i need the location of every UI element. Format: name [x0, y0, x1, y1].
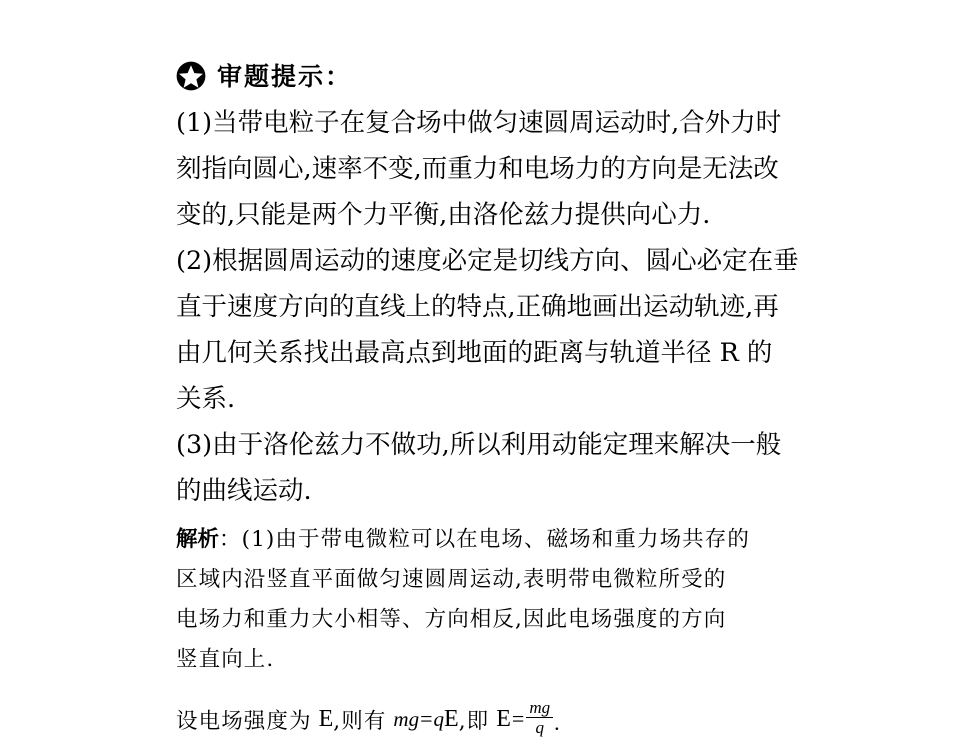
formula-comma-text: ,即: [458, 708, 490, 734]
fraction-denominator: q: [535, 718, 544, 738]
analysis-line: 竖直向上.: [176, 647, 275, 672]
tip-line: (3)由于洛伦兹力不做功,所以利用动能定理来解决一般: [176, 430, 782, 460]
formula-q-term: q: [433, 706, 445, 731]
tip-line: 由几何关系找出最高点到地面的距离与轨道半径 R 的: [176, 338, 773, 368]
formula-mid-text: ,则有: [333, 708, 387, 734]
tips-block: [176, 100, 816, 514]
formula-lead-text: 设电场强度为: [176, 708, 312, 734]
formula-equals-second: =: [511, 706, 525, 731]
fraction-numerator: mg: [529, 697, 551, 717]
tip-header: [176, 54, 816, 98]
tip-line: 直于速度方向的直线上的特点,正确地画出运动轨迹,再: [176, 292, 779, 322]
tip-line: 关系.: [176, 384, 236, 414]
formula-mg-term: mg: [393, 706, 420, 731]
tip-header-title: 审题提示：: [217, 61, 353, 91]
analysis-label: 解析: [176, 527, 220, 552]
analysis-line: 区域内沿竖直平面做匀速圆周运动,表明带电微粒所受的: [176, 567, 727, 592]
document-content: [176, 54, 816, 742]
formula-symbol-e-second: E: [444, 705, 459, 732]
tip-line: (1)当带电粒子在复合场中做匀速圆周运动时,合外力时: [176, 108, 782, 138]
analysis-first-line: [176, 520, 816, 560]
formula-trailing-period: .: [554, 710, 560, 735]
tip-line: 刻指向圆心,速率不变,而重力和电场力的方向是无法改: [176, 154, 779, 184]
tip-line: (2)根据圆周运动的速度必定是切线方向、圆心必定在垂: [176, 246, 799, 276]
tip-line: 变的,只能是两个力平衡,由洛伦兹力提供向心力.: [176, 200, 711, 230]
analysis-block: [176, 520, 816, 680]
tip-line: 的曲线运动.: [176, 476, 312, 506]
analysis-line: 电场力和重力大小相等、方向相反,因此电场强度的方向: [176, 607, 727, 632]
formula-line: [176, 696, 816, 742]
formula-equals-first: =: [420, 706, 433, 731]
formula-symbol-e-first: E: [318, 705, 334, 732]
formula-symbol-e-third: E: [496, 705, 511, 732]
formula-fraction-mg-over-q: [526, 699, 553, 738]
star-in-circle-icon: [176, 61, 206, 91]
analysis-label-suffix: ：(1)由于带电微粒可以在电场、磁场和重力场共存的: [219, 527, 750, 552]
